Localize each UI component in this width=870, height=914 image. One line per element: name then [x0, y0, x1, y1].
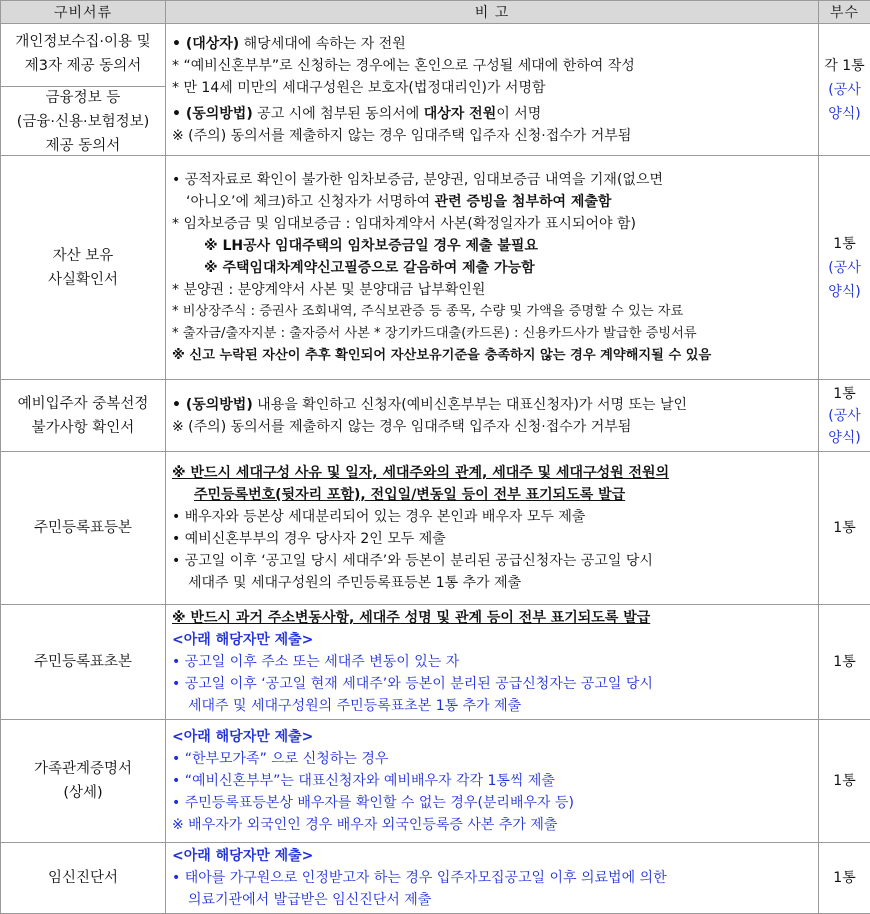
document-name: 금융정보 등	[1, 86, 165, 110]
header-quantity: 부수	[819, 1, 870, 24]
note-line: <아래 해당자만 제출>	[172, 629, 814, 651]
note-line: ※ 반드시 세대구성 사유 및 일자, 세대주와의 관계, 세대주 및 세대구성원 전원의	[172, 462, 814, 484]
note-line: * 임차보증금 및 임대보증금 : 임대차계약서 사본(확정일자가 표시되어야 함)	[172, 213, 814, 235]
note-line: * 분양권 : 분양계약서 사본 및 분양대금 납부확인원	[172, 279, 814, 301]
document-name: 주민등록표초본	[3, 650, 163, 674]
note-cell	[166, 605, 819, 720]
document-name: 임신진단서	[3, 866, 163, 890]
quantity-cell	[819, 843, 870, 914]
note-emphasis: 관련 증빙을 첨부하여 제출함	[435, 194, 612, 210]
table-row	[1, 843, 870, 914]
note-cell	[166, 720, 819, 843]
document-name-cell	[1, 843, 166, 914]
note-line: • 공고일 이후 주소 또는 세대주 변동이 있는 자	[172, 651, 814, 673]
form-note: 양식)	[819, 427, 870, 449]
note-line: • “예비신혼부부”는 대표신청자와 예비배우자 각각 1통씩 제출	[172, 770, 814, 792]
note-line: * 출자금/출자지분 : 출자증서 사본 * 장기카드대출(카드론) : 신용카드사가 발급한 증빙서류	[172, 323, 814, 345]
document-name-cell	[1, 720, 166, 843]
note-line: 해당세대에 속하는 자 전원	[239, 36, 406, 52]
note-line: • 공고일 이후 ‘공고일 현재 세대주’와 등본이 분리된 공급신청자는 공고일 당시	[172, 673, 814, 695]
form-note: 양식)	[819, 280, 870, 304]
note-label: • (동의방법)	[172, 397, 253, 413]
note-line: ※ 반드시 과거 주소변동사항, 세대주 성명 및 관계 등이 전부 표기되도록 발급	[172, 607, 814, 629]
document-name: 예비입주자 중복선정	[3, 392, 163, 416]
quantity-cell	[819, 380, 870, 452]
note-emphasis: 대상자 전원	[424, 106, 497, 122]
note-line: ※ 주택임대차계약신고필증으로 갈음하여 제출 가능함	[172, 257, 814, 279]
note-cell	[166, 452, 819, 605]
document-name: (금융·신용·보험정보)	[1, 110, 165, 134]
document-name: 제공 동의서	[1, 134, 165, 158]
note-line: 세대주 및 세대구성원의 주민등록표초본 1통 추가 제출	[172, 695, 814, 717]
document-name: 불가사항 확인서	[3, 416, 163, 440]
note-line: 주민등록번호(뒷자리 포함), 전입일/변동일 등이 전부 표기되도록 발급	[194, 487, 625, 503]
document-name: 제3자 제공 동의서	[1, 54, 165, 78]
form-note: (공사	[819, 256, 870, 280]
document-name-cell	[1, 156, 166, 380]
note-line: • 공적자료로 확인이 불가한 임차보증금, 분양권, 임대보증금 내역을 기재(없으면	[172, 169, 814, 191]
note-line: <아래 해당자만 제출>	[172, 845, 814, 867]
note-line: • 예비신혼부부의 경우 당사자 2인 모두 제출	[172, 528, 814, 550]
note-line: ※ LH공사 임대주택의 임차보증금일 경우 제출 불필요	[172, 235, 814, 257]
note-line: 의료기관에서 발급받은 임신진단서 제출	[172, 889, 814, 911]
document-name-cell	[1, 380, 166, 452]
document-name-cell	[1, 24, 166, 156]
table-row	[1, 720, 870, 843]
form-note: 양식)	[819, 102, 870, 126]
header-documents: 구비서류	[1, 1, 166, 24]
note-line: * “예비신혼부부”로 신청하는 경우에는 혼인으로 구성될 세대에 한하여 작성	[172, 55, 814, 77]
form-note: (공사	[819, 405, 870, 427]
table-row	[1, 24, 870, 156]
document-name: 주민등록표등본	[3, 516, 163, 540]
note-line: 공고 시에 첨부된 동의서에	[253, 106, 424, 122]
quantity-value: 각 1통	[819, 54, 870, 78]
table-row	[1, 156, 870, 380]
note-line: * 비상장주식 : 증권사 조회내역, 주식보관증 등 종목, 수량 및 가액을 증명할 수 있는 자료	[172, 301, 814, 323]
document-name-cell	[1, 452, 166, 605]
table-row	[1, 605, 870, 720]
note-line: • 배우자와 등본상 세대분리되어 있는 경우 본인과 배우자 모두 제출	[172, 506, 814, 528]
table-row	[1, 452, 870, 605]
note-line: • 주민등록표등본상 배우자를 확인할 수 없는 경우(분리배우자 등)	[172, 792, 814, 814]
form-note: (공사	[819, 78, 870, 102]
note-cell	[166, 380, 819, 452]
document-name: 사실확인서	[3, 268, 163, 292]
quantity-value: 1통	[819, 383, 870, 405]
quantity-value: 1통	[819, 232, 870, 256]
document-name: (상세)	[3, 781, 163, 805]
note-line: ※ 배우자가 외국인인 경우 배우자 외국인등록증 사본 추가 제출	[172, 814, 814, 836]
note-cell	[166, 156, 819, 380]
note-line: ※ (주의) 동의서를 제출하지 않는 경우 임대주택 입주자 신청·접수가 거부됨	[172, 125, 814, 147]
note-label: • (대상자)	[172, 36, 239, 52]
quantity-cell	[819, 720, 870, 843]
note-line: 이 서명	[496, 106, 541, 122]
quantity-value: 1통	[819, 866, 870, 890]
quantity-value: 1통	[819, 516, 870, 540]
quantity-value: 1통	[819, 650, 870, 674]
note-line: • 공고일 이후 ‘공고일 당시 세대주’와 등본이 분리된 공급신청자는 공고일 당시	[172, 550, 814, 572]
note-line: 내용을 확인하고 신청자(예비신혼부부는 대표신청자)가 서명 또는 날인	[253, 397, 687, 413]
header-notes: 비 고	[166, 1, 819, 24]
note-cell	[166, 24, 819, 156]
document-name: 가족관계증명서	[3, 757, 163, 781]
note-label: • (동의방법)	[172, 106, 253, 122]
note-cell	[166, 843, 819, 914]
note-line: <아래 해당자만 제출>	[172, 726, 814, 748]
quantity-cell	[819, 605, 870, 720]
table-row	[1, 380, 870, 452]
note-line: ※ 신고 누락된 자산이 추후 확인되어 자산보유기준을 충족하지 않는 경우 계약해지될 수 있음	[172, 345, 814, 367]
document-name-cell	[1, 605, 166, 720]
table-header-row	[1, 1, 870, 24]
note-line: ※ (주의) 동의서를 제출하지 않는 경우 임대주택 입주자 신청·접수가 거부됨	[172, 416, 814, 438]
document-name: 개인정보수집·이용 및	[1, 30, 165, 54]
quantity-cell	[819, 156, 870, 380]
note-line: • 태아를 가구원으로 인정받고자 하는 경우 입주자모집공고일 이후 의료법에 의한	[172, 867, 814, 889]
quantity-cell	[819, 452, 870, 605]
note-line: * 만 14세 미만의 세대구성원은 보호자(법정대리인)가 서명함	[172, 77, 814, 99]
note-line: 세대주 및 세대구성원의 주민등록표등본 1통 추가 제출	[172, 572, 814, 594]
quantity-value: 1통	[819, 769, 870, 793]
quantity-cell	[819, 24, 870, 156]
note-line: • “한부모가족” 으로 신청하는 경우	[172, 748, 814, 770]
note-line: ‘아니오’에 체크)하고 신청자가 서명하여	[186, 194, 435, 210]
document-name: 자산 보유	[3, 244, 163, 268]
